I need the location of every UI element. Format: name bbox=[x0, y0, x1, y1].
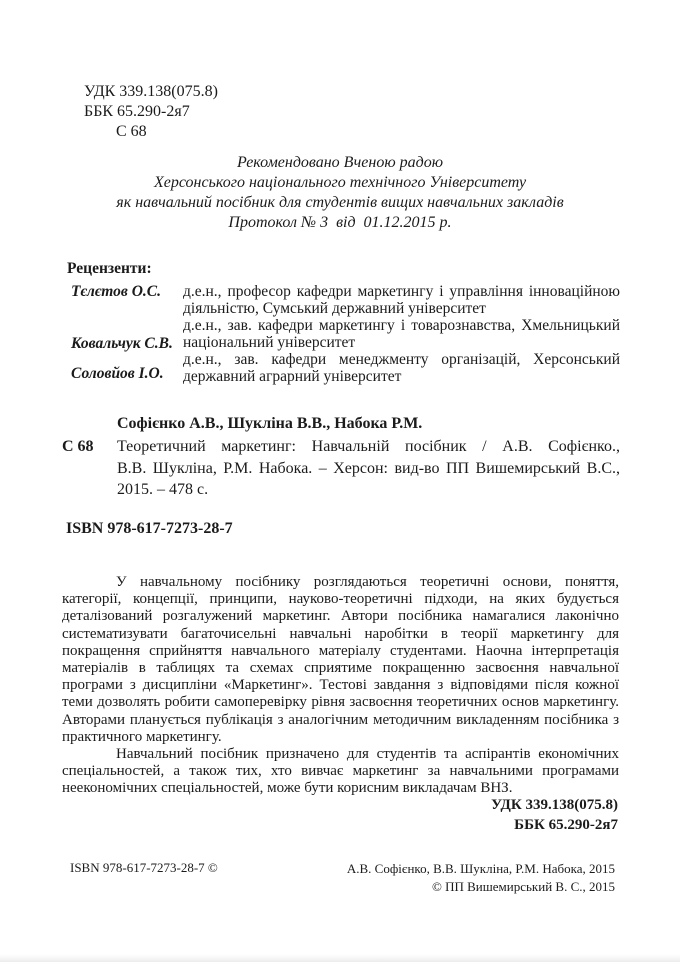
copyright-footer bbox=[70, 860, 615, 896]
reviewers-body bbox=[67, 283, 620, 385]
annotation-paragraph-1: У навчальному посібнику розглядаються теоретичні основи, поняття, категорії, концепції, принципи, науково-теоретичні підходи, на яких будується деталізований розгалужений маркетинг. Автори посібника намагалися лаконічно систематизувати багаточисельні навчальні наробітки в теорії маркетингу для покращення сприйняття навчального матеріалу студентами. Наочна інтерпретація матеріалів в таблицях та схемах сприятиме покращенню засвоєння навчальної програми з дисципліни «Маркетинг». Тестові завдання з відповідями після кожної теми дозволять робити самоперевірку рівня засвоєння теоретичних основ маркетингу. Авторами планується публікація з аналогічним методичним викладенням посібника з практичного маркетингу. bbox=[62, 574, 619, 745]
reviewer-name: Тєлєтов О.С. bbox=[71, 283, 161, 300]
annotation-paragraph-2: Навчальний посібник призначено для студентів та аспірантів економічних спеціальностей, а також тих, хто вивчає маркетинг за навчальними програмами неекономічних спеціальностей, може бути корисним викладачам ВНЗ. bbox=[62, 746, 619, 797]
approval-block bbox=[0, 153, 680, 233]
footer-copyright-publisher: © ПП Вишемирський В. С., 2015 bbox=[431, 879, 615, 894]
reviewers-heading: Рецензенти: bbox=[67, 260, 152, 277]
reviewer-desc-line: державний аграрний університет bbox=[183, 368, 402, 385]
reviewer-desc-line: д.е.н., професор кафедри маркетингу і управління інноваційною bbox=[183, 283, 620, 300]
footer-isbn: ISBN 978-617-7273-28-7 © bbox=[70, 860, 218, 875]
approval-line-protocol: Протокол № 3 від 01.12.2015 р. bbox=[228, 214, 452, 231]
reviewer-desc-line: діяльністю, Сумський державний університет bbox=[183, 300, 486, 317]
reviewer-descriptions bbox=[183, 283, 620, 385]
bib-entry-line: Теоретичний маркетинг: Навчальній посібник / А.В. Софієнко., bbox=[117, 438, 620, 455]
footer-copyrights bbox=[347, 860, 615, 896]
reviewer-desc-line: національний університет bbox=[183, 334, 356, 351]
udk-code-bottom: УДК 339.138(075.8) bbox=[491, 797, 618, 813]
bbk-code-bottom: ББК 65.290-2я7 bbox=[514, 817, 618, 833]
reviewer-desc-line: д.е.н., зав. кафедри маркетингу і товарознавства, Хмельницький bbox=[183, 317, 620, 334]
approval-line-2: Херсонського національного технічного Університету bbox=[153, 174, 527, 191]
isbn-statement: ISBN 978-617-7273-28-7 bbox=[66, 520, 233, 537]
page-bottom-shadow bbox=[0, 954, 680, 962]
bib-entry-line: 2015. – 478 с. bbox=[117, 481, 209, 498]
top-classification-codes bbox=[84, 82, 218, 142]
bottom-classification-codes bbox=[0, 795, 618, 835]
reviewer-name: Ковальчук С.В. bbox=[71, 335, 173, 352]
bibliographic-entry-row bbox=[62, 436, 620, 501]
classifier-code-entry: С 68 bbox=[62, 438, 94, 455]
classifier-code-top: С 68 bbox=[116, 123, 147, 140]
footer-copyright-authors: А.В. Софієнко, В.В. Шукліна, Р.М. Набока, 2015 bbox=[346, 861, 615, 876]
bib-entry-line: В.В. Шукліна, Р.М. Набока. – Херсон: вид-во ПП Вишемирський В.С., bbox=[117, 459, 620, 477]
reviewers-section bbox=[67, 260, 620, 385]
annotation-block bbox=[62, 574, 619, 798]
reviewer-name: Соловйов І.О. bbox=[71, 365, 164, 382]
bibliographic-entry bbox=[117, 436, 620, 501]
approval-line-3: як навчальний посібник для студентів вищих навчальних закладів bbox=[116, 194, 564, 211]
authors-line: Софієнко А.В., Шукліна В.В., Набока Р.М. bbox=[117, 415, 423, 432]
bbk-code-top: ББК 65.290-2я7 bbox=[84, 103, 190, 120]
reviewer-desc-line: д.е.н., зав. кафедри менеджменту організацій, Херсонський bbox=[183, 351, 620, 368]
catalog-card bbox=[62, 413, 620, 501]
approval-line-1: Рекомендовано Вченою радою bbox=[237, 154, 443, 171]
udk-code-top: УДК 339.138(075.8) bbox=[84, 83, 218, 100]
